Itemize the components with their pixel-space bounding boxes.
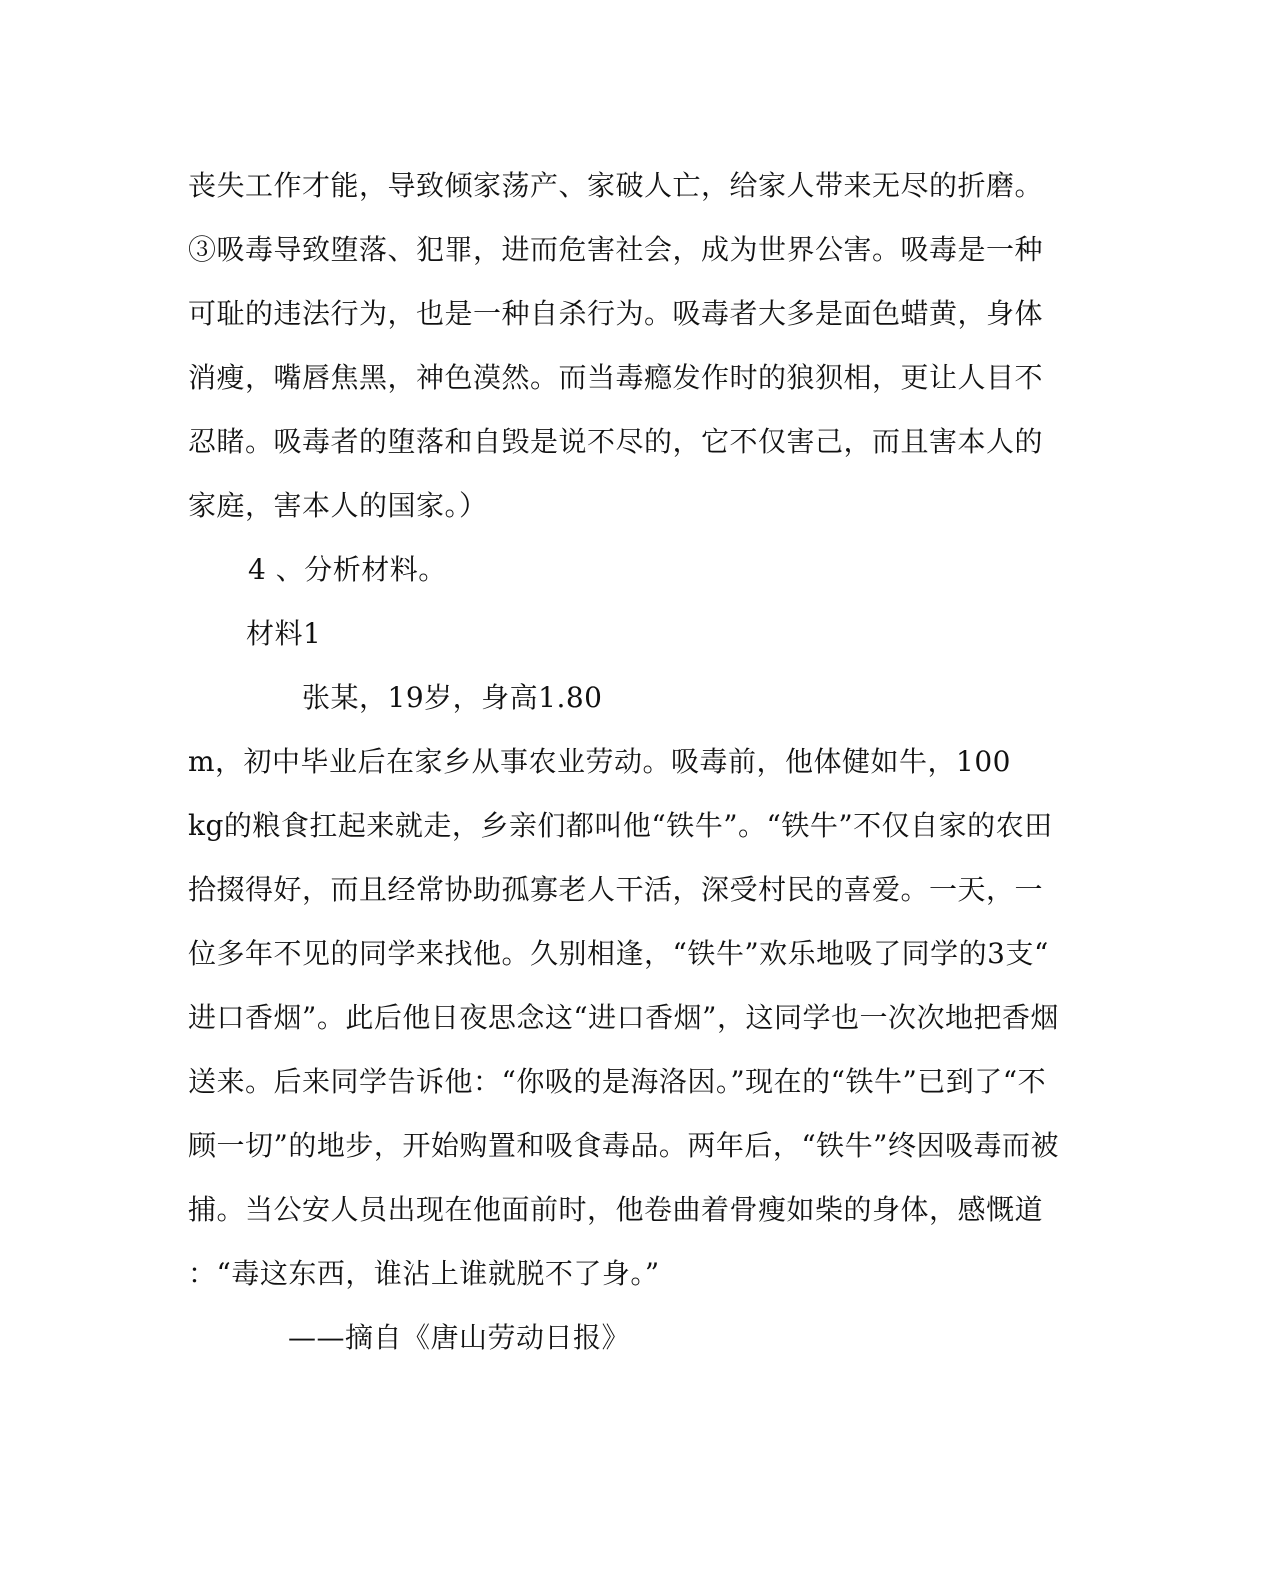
source-citation: ——摘自《唐山劳动日报》 — [288, 1321, 631, 1354]
paragraph-line: 张某，19岁，身高1.80 — [302, 681, 603, 714]
paragraph-line: 送来。后来同学告诉他：“你吸的是海洛因。”现在的“铁牛”已到了“不 — [188, 1065, 1047, 1098]
paragraph-line: 忍睹。吸毒者的堕落和自毁是说不尽的，它不仅害己，而且害本人的 — [188, 425, 1044, 458]
material-label: 材料1 — [246, 617, 322, 650]
section-heading: 4 、分析材料。 — [248, 553, 447, 586]
paragraph-line: 进口香烟”。此后他日夜思念这“进口香烟”，这同学也一次次地把香烟 — [188, 1001, 1059, 1034]
paragraph-line: ：“毒这东西，谁沾上谁就脱不了身。” — [188, 1257, 660, 1290]
paragraph-line: 捕。当公安人员出现在他面前时，他卷曲着骨瘦如柴的身体，感慨道 — [188, 1193, 1044, 1226]
paragraph-line: kg的粮食扛起来就走，乡亲们都叫他“铁牛”。“铁牛”不仅自家的农田 — [188, 809, 1053, 842]
paragraph-line: 消瘦，嘴唇焦黑，神色漠然。而当毒瘾发作时的狼狈相，更让人目不 — [188, 361, 1044, 394]
paragraph-line: ③吸毒导致堕落、犯罪，进而危害社会，成为世界公害。吸毒是一种 — [188, 233, 1044, 266]
paragraph-line: 丧失工作才能，导致倾家荡产、家破人亡，给家人带来无尽的折磨。 — [188, 169, 1044, 202]
paragraph-line: 顾一切”的地步，开始购置和吸食毒品。两年后，“铁牛”终因吸毒而被 — [188, 1129, 1059, 1162]
paragraph-line: 可耻的违法行为，也是一种自杀行为。吸毒者大多是面色蜡黄，身体 — [188, 297, 1044, 330]
paragraph-line: 拾掇得好，而且经常协助孤寡老人干活，深受村民的喜爱。一天，一 — [188, 873, 1044, 906]
paragraph-line: 位多年不见的同学来找他。久别相逢，“铁牛”欢乐地吸了同学的3支“ — [188, 937, 1049, 970]
paragraph-line: 家庭，害本人的国家。） — [188, 489, 488, 522]
paragraph-line: m，初中毕业后在家乡从事农业劳动。吸毒前，他体健如牛，100 — [188, 745, 1011, 778]
